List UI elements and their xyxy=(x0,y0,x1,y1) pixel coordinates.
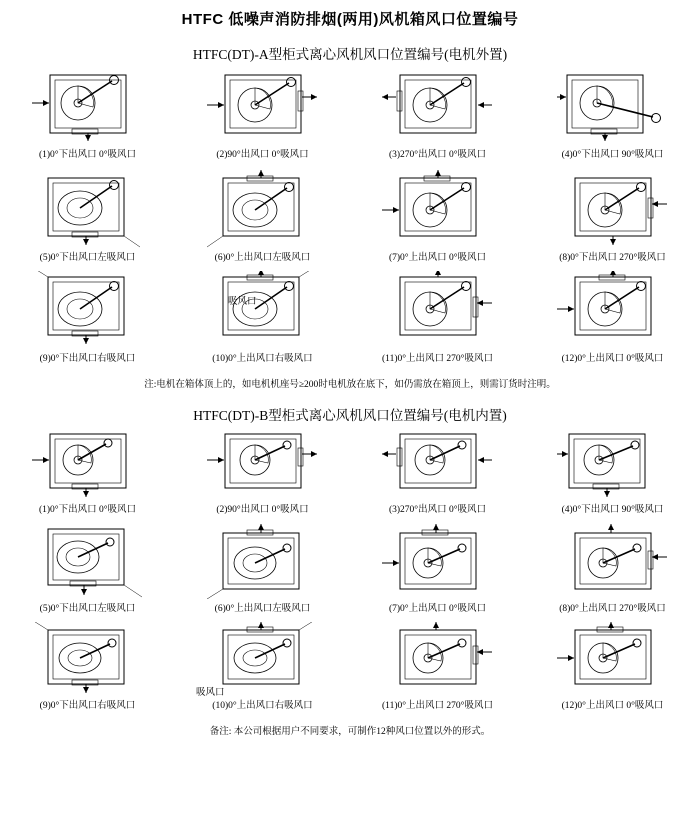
diagram-cell-a2 xyxy=(183,67,343,166)
fan-diagram-a5 xyxy=(28,168,148,248)
diagram-cell-b8 xyxy=(533,523,693,620)
caption-a7: (7)0°上出风口 0°吸风口 xyxy=(388,253,487,263)
caption-b12: (12)0°上出风口 0°吸风口 xyxy=(561,701,664,711)
diagram-cell-a7 xyxy=(358,168,518,269)
diagram-cell-a8 xyxy=(533,168,693,269)
diagram-cell-a11 xyxy=(358,271,518,370)
caption-a8: (8)0°下出风口 270°吸风口 xyxy=(559,253,666,263)
fan-diagram-a11 xyxy=(378,271,498,349)
fan-diagram-a6 xyxy=(203,168,323,248)
caption-a6: (6)0°上出风口左吸风口 xyxy=(214,253,311,263)
fan-diagram-a12 xyxy=(553,271,673,349)
fan-diagram-a3 xyxy=(378,67,498,145)
fan-diagram-a1 xyxy=(28,67,148,145)
section-b-grid xyxy=(0,428,700,717)
diagram-cell-b2 xyxy=(183,428,343,521)
fan-diagram-b2 xyxy=(203,428,323,500)
diagram-cell-b10 xyxy=(183,622,343,717)
caption-a4: (4)0°下出风口 90°吸风口 xyxy=(561,150,664,160)
caption-b2: (2)90°出风口 0°吸风口 xyxy=(216,505,309,515)
caption-a2: (2)90°出风口 0°吸风口 xyxy=(216,150,309,160)
fan-diagram-b9 xyxy=(28,622,148,696)
diagram-cell-b6 xyxy=(183,523,343,620)
diagram-cell-a12 xyxy=(533,271,693,370)
diagram-cell-b7 xyxy=(358,523,518,620)
page-title: HTFC 低噪声消防排烟(两用)风机箱风口位置编号 xyxy=(181,11,519,28)
caption-a5: (5)0°下出风口左吸风口 xyxy=(39,253,136,263)
diagram-cell-b3 xyxy=(358,428,518,521)
section-a-grid xyxy=(0,67,700,370)
section-b-title: HTFC(DT)-B型柜式离心风机风口位置编号(电机内置) xyxy=(193,408,507,423)
fan-diagram-b5 xyxy=(28,523,148,599)
diagram-cell-a9 xyxy=(8,271,168,370)
caption-b9: (9)0°下出风口右吸风口 xyxy=(39,701,136,711)
caption-a10: (10)0°上出风口右吸风口 xyxy=(212,354,313,364)
section-a-center-label: 吸风口 xyxy=(228,297,257,307)
fan-diagram-a4 xyxy=(553,67,673,145)
caption-b4: (4)0°下出风口 90°吸风口 xyxy=(561,505,664,515)
diagram-cell-b12 xyxy=(533,622,693,717)
fan-diagram-b8 xyxy=(553,523,673,599)
fan-diagram-b4 xyxy=(553,428,673,500)
fan-diagram-a9 xyxy=(28,271,148,349)
diagram-cell-b4 xyxy=(533,428,693,521)
fan-diagram-a10 xyxy=(203,271,323,349)
fan-diagram-b12 xyxy=(553,622,673,696)
section-a-title: HTFC(DT)-A型柜式离心风机风口位置编号(电机外置) xyxy=(192,47,508,62)
caption-b8: (8)0°上出风口 270°吸风口 xyxy=(559,604,666,614)
fan-diagram-a2 xyxy=(203,67,323,145)
diagram-cell-a3 xyxy=(358,67,518,166)
section-b-note: 备注: 本公司根据用户不同要求，可制作12种风口位置以外的形式。 xyxy=(209,727,491,737)
caption-b5: (5)0°下出风口左吸风口 xyxy=(39,604,136,614)
diagram-cell-a10 xyxy=(183,271,343,370)
diagram-cell-b5 xyxy=(8,523,168,620)
caption-a3: (3)270°出风口 0°吸风口 xyxy=(388,150,487,160)
caption-a11: (11)0°上出风口 270°吸风口 xyxy=(382,354,493,364)
caption-b10: (10)0°上出风口右吸风口 xyxy=(212,701,313,711)
diagram-cell-b11 xyxy=(358,622,518,717)
diagram-cell-a4 xyxy=(533,67,693,166)
section-b-center-label: 吸风口 xyxy=(196,688,225,698)
diagram-cell-a1 xyxy=(8,67,168,166)
diagram-cell-a6 xyxy=(183,168,343,269)
fan-diagram-b6 xyxy=(203,523,323,599)
caption-b7: (7)0°上出风口 0°吸风口 xyxy=(388,604,487,614)
caption-b3: (3)270°出风口 0°吸风口 xyxy=(388,505,487,515)
fan-diagram-b3 xyxy=(378,428,498,500)
caption-b1: (1)0°下出风口 0°吸风口 xyxy=(38,505,137,515)
diagram-cell-a5 xyxy=(8,168,168,269)
fan-diagram-a7 xyxy=(378,168,498,248)
fan-diagram-b7 xyxy=(378,523,498,599)
fan-diagram-b11 xyxy=(378,622,498,696)
caption-a9: (9)0°下出风口右吸风口 xyxy=(39,354,136,364)
diagram-cell-b9 xyxy=(8,622,168,717)
caption-b6: (6)0°上出风口左吸风口 xyxy=(214,604,311,614)
caption-b11: (11)0°上出风口 270°吸风口 xyxy=(382,701,493,711)
fan-diagram-a8 xyxy=(553,168,673,248)
section-a-note: 注:电机在箱体顶上的，如电机机座号≥200时电机放在底下，如仍需放在箱顶上，则需订货时注明。 xyxy=(144,380,556,390)
caption-a12: (12)0°上出风口 0°吸风口 xyxy=(561,354,664,364)
diagram-cell-b1 xyxy=(8,428,168,521)
caption-a1: (1)0°下出风口 0°吸风口 xyxy=(38,150,137,160)
fan-diagram-b1 xyxy=(28,428,148,500)
